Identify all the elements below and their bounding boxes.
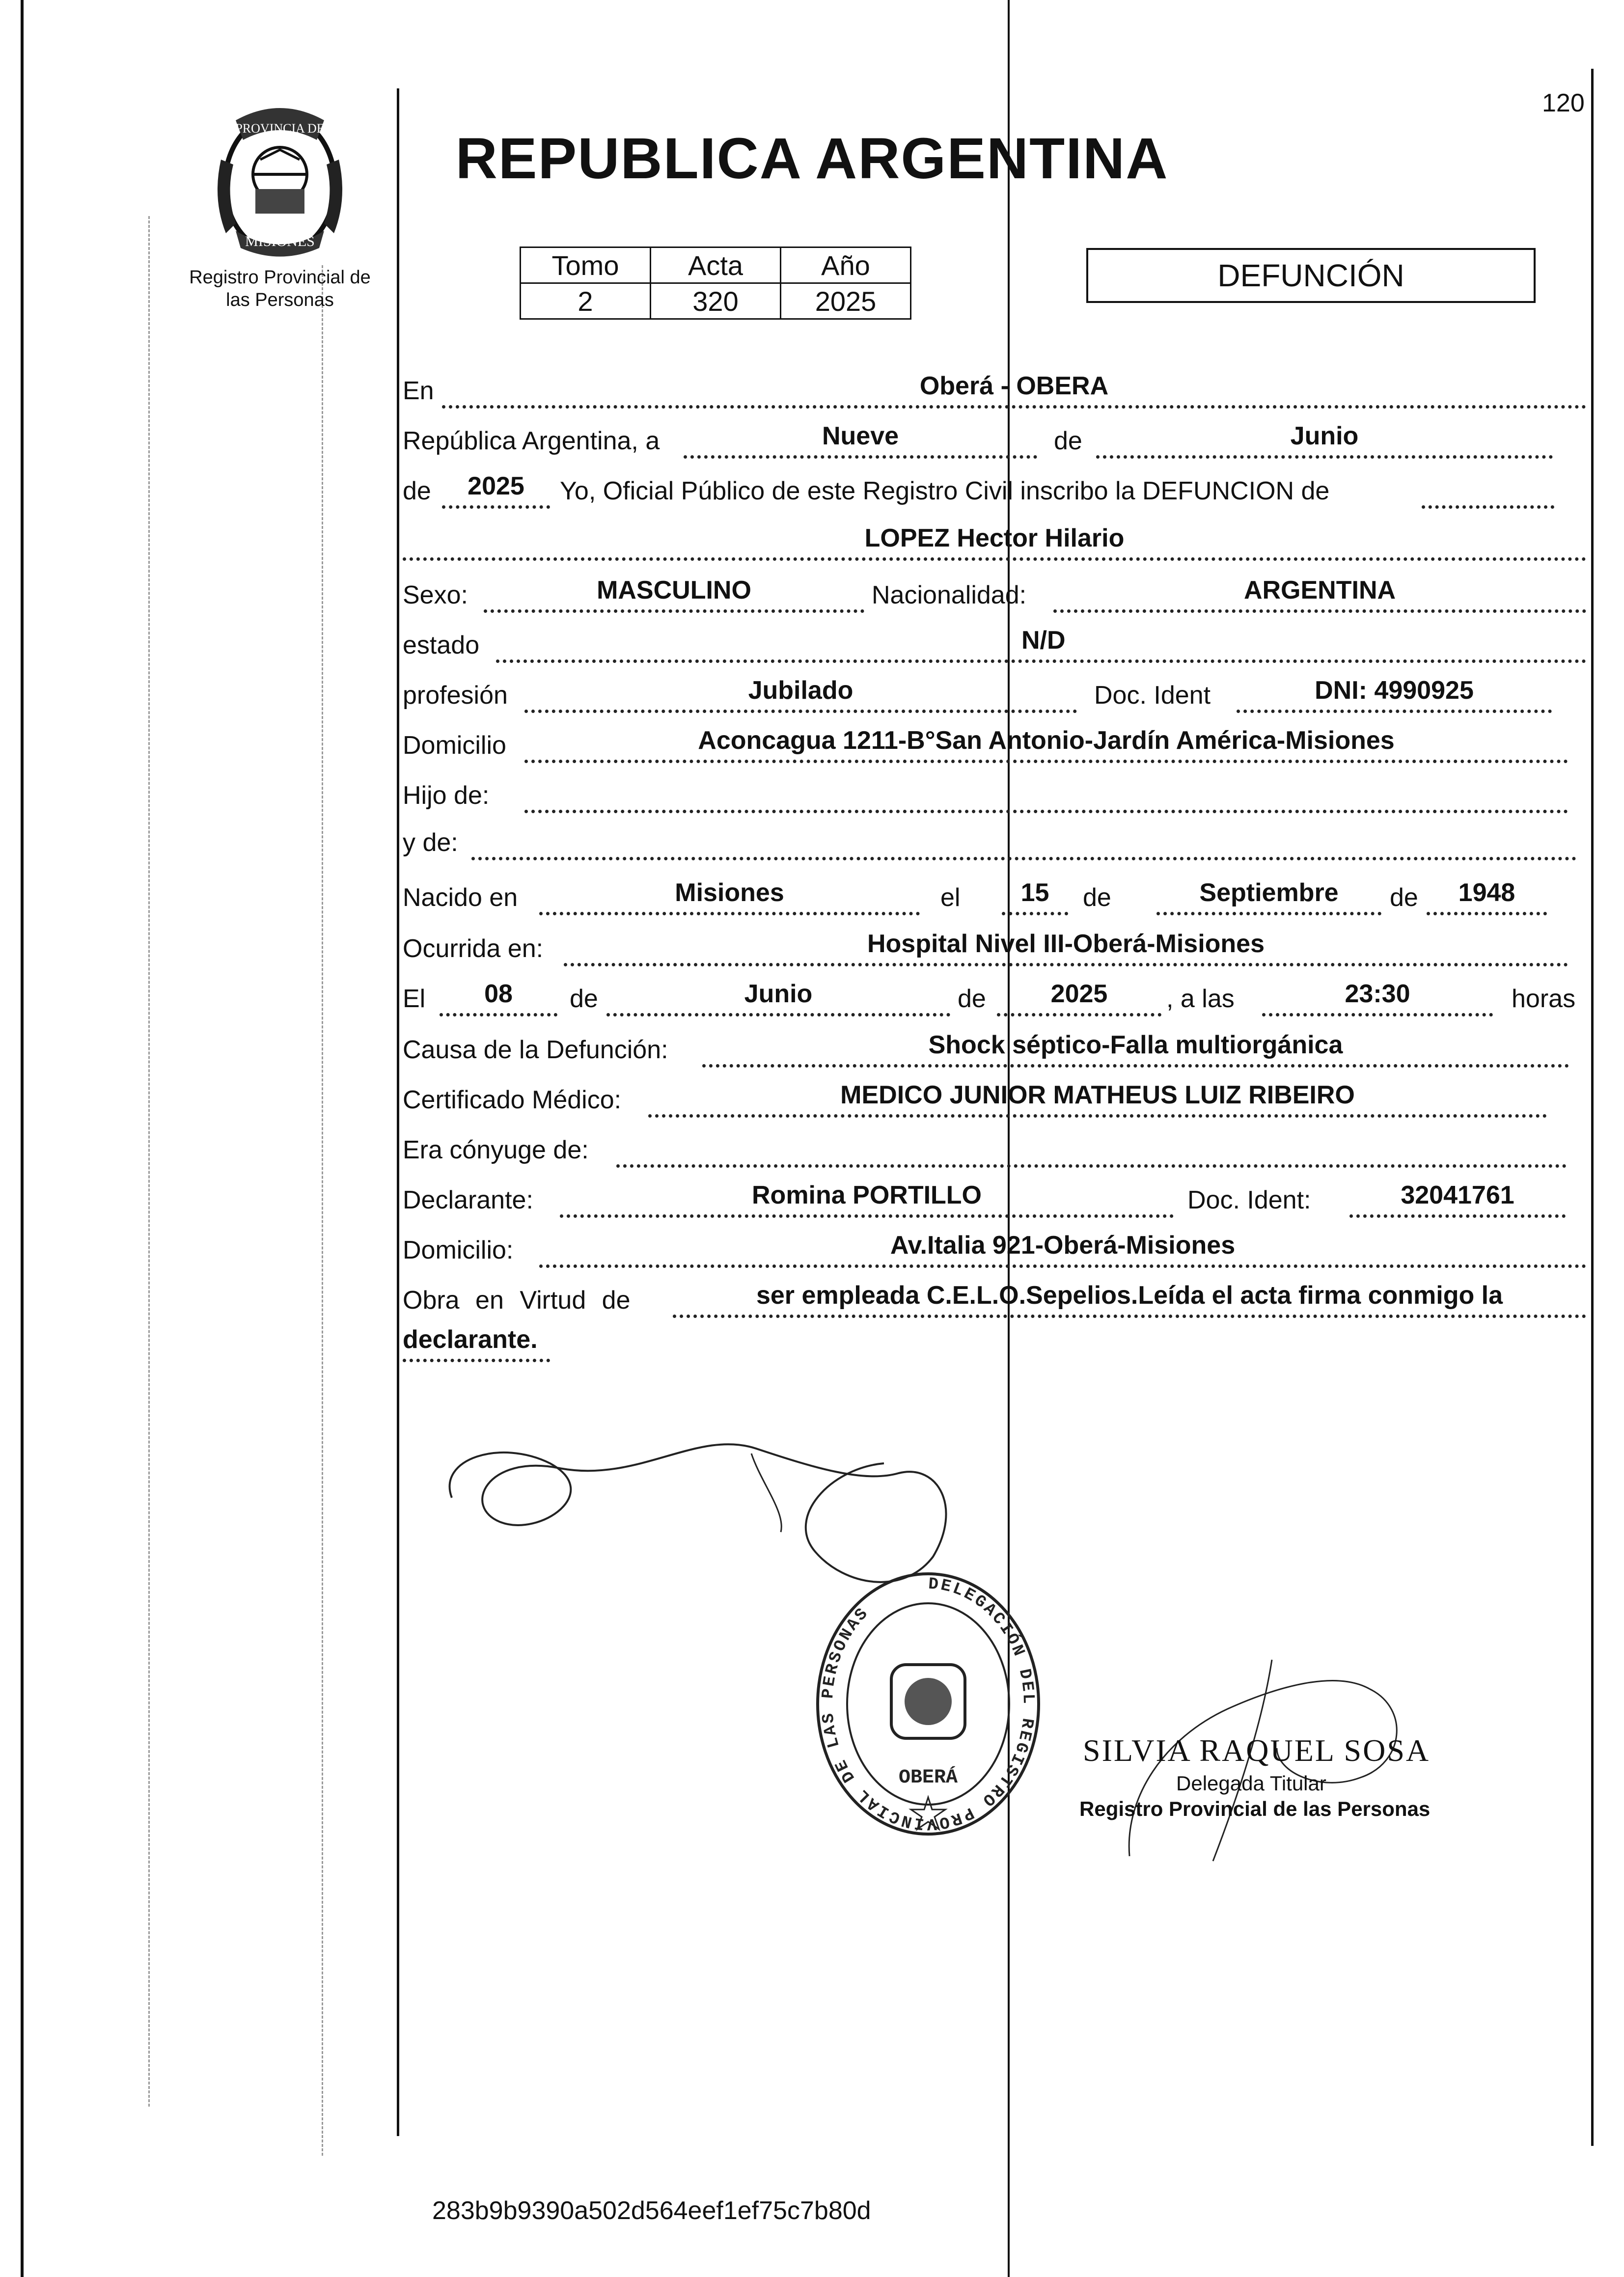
row-sex-nationality: [0, 569, 1624, 616]
nacionalidad-label: Nacionalidad:: [872, 581, 1027, 609]
row-date: [0, 414, 1624, 462]
acta-header-ano: Año: [781, 247, 911, 283]
de-label-1: de: [1054, 427, 1082, 455]
declarante-field: Romina PORTILLO: [560, 1176, 1174, 1218]
causa-label: Causa de la Defunción:: [403, 1036, 668, 1064]
deceased-name-field: LOPEZ Hector Hilario: [403, 519, 1586, 561]
nacido-label: Nacido en: [403, 883, 518, 912]
estado-field: N/D: [496, 621, 1586, 663]
obra-label: Obra en Virtud de: [403, 1286, 631, 1315]
conyuge-field: [616, 1125, 1567, 1168]
acta-header-tomo: Tomo: [521, 247, 651, 283]
doc-label: Doc. Ident: [1094, 681, 1211, 710]
row-father: [0, 769, 1624, 816]
el2-label: El: [403, 985, 426, 1013]
registry-line-1: Registro Provincial de: [189, 267, 371, 288]
el-label: el: [940, 883, 961, 912]
de-label-3: de: [1083, 883, 1111, 912]
statement-fill: [1422, 466, 1554, 509]
row-certificate: [0, 1073, 1624, 1121]
sexo-field: MASCULINO: [484, 571, 864, 613]
year-field: 2025: [442, 466, 550, 509]
row-civil-status: [0, 619, 1624, 666]
estado-label: estado: [403, 631, 480, 659]
row-grounds: [0, 1274, 1624, 1321]
horas-label: horas: [1512, 985, 1576, 1013]
acta-value-tomo: 2: [521, 283, 651, 319]
logo-top-text: PROVINCIA DE: [235, 121, 325, 136]
row-cause: [0, 1023, 1624, 1070]
death-time-field: 23:30: [1262, 974, 1493, 1016]
acta-table: [520, 247, 911, 320]
death-day-field: 08: [440, 974, 557, 1016]
de-label-2: de: [403, 477, 431, 505]
stamp-city: OBERÁ: [898, 1767, 958, 1789]
acta-header-acta: Acta: [651, 247, 781, 283]
en-label: En: [403, 377, 434, 405]
domicilio-field: Aconcagua 1211-B°San Antonio-Jardín América-Misiones: [524, 721, 1568, 763]
official-stamp: [810, 1566, 1046, 1841]
sexo-label: Sexo:: [403, 581, 468, 609]
country-title: REPUBLICA ARGENTINA: [455, 126, 1169, 191]
row-place-of-death: [0, 922, 1624, 969]
stamp-ring-text: DELEGACIÓN DEL REGISTRO PROVINCIAL DE LAS PERSONAS: [819, 1575, 1038, 1833]
month-field: Junio: [1096, 416, 1553, 459]
de-label-4: de: [1390, 883, 1418, 912]
domicilio-label: Domicilio: [403, 731, 506, 760]
causa-field: Shock séptico-Falla multiorgánica: [702, 1025, 1569, 1068]
declarante-label: Declarante:: [403, 1186, 533, 1214]
alas-label: , a las: [1166, 985, 1235, 1013]
obra-field-line2: declarante.: [403, 1320, 550, 1362]
profesion-field: Jubilado: [524, 671, 1077, 713]
domicilio2-field: Av.Italia 921-Oberá-Misiones: [539, 1226, 1586, 1268]
nacionalidad-field: ARGENTINA: [1053, 571, 1586, 613]
row-mother: [0, 816, 1624, 863]
row-declarant: [0, 1174, 1624, 1221]
death-year-field: 2025: [997, 974, 1161, 1016]
row-place: [0, 364, 1624, 412]
row-full-name: [0, 517, 1624, 564]
registry-line-2: las Personas: [226, 290, 334, 310]
signatory-name: SILVIA RAQUEL SOSA: [1083, 1733, 1431, 1768]
ocurrida-field: Hospital Nivel III-Oberá-Misiones: [564, 924, 1568, 966]
doc-field: DNI: 4990925: [1237, 671, 1552, 713]
statement-text: Yo, Oficial Público de este Registro Civil inscribo la DEFUNCION de: [560, 477, 1330, 505]
death-month-field: Junio: [606, 974, 950, 1016]
row-profession: [0, 669, 1624, 716]
birth-month-field: Septiembre: [1156, 873, 1381, 915]
row-address: [0, 719, 1624, 766]
place-field: Oberá - OBERA: [442, 366, 1586, 409]
row-spouse: [0, 1124, 1624, 1171]
nacido-field: Misiones: [539, 873, 920, 915]
row-grounds-cont: [0, 1318, 1624, 1365]
certificado-label: Certificado Médico:: [403, 1086, 622, 1114]
birth-day-field: 15: [1002, 873, 1068, 915]
record-type-box: DEFUNCIÓN: [1086, 248, 1536, 303]
de-label-6: de: [958, 985, 986, 1013]
hijo-field: [524, 771, 1568, 813]
doc2-field: 32041761: [1349, 1176, 1566, 1218]
registry-name: [169, 266, 390, 311]
domicilio2-label: Domicilio:: [403, 1236, 514, 1264]
signatory-role: Delegada Titular: [1176, 1772, 1326, 1795]
day-text-field: Nueve: [684, 416, 1037, 459]
document-hash: 283b9b9390a502d564eef1ef75c7b80d: [432, 2196, 871, 2225]
signatory-org: Registro Provincial de las Personas: [1079, 1797, 1431, 1820]
yde-label: y de:: [403, 828, 458, 857]
row-death-datetime: [0, 972, 1624, 1019]
row-statement: [0, 465, 1624, 512]
de-label-5: de: [570, 985, 598, 1013]
acta-value-acta: 320: [651, 283, 781, 319]
yde-field: [471, 818, 1576, 860]
acta-value-ano: 2025: [781, 283, 911, 319]
logo-bottom-text: MISIONES: [245, 233, 315, 249]
hijo-label: Hijo de:: [403, 781, 490, 810]
certificado-field: MEDICO JUNIOR MATHEUS LUIZ RIBEIRO: [648, 1075, 1547, 1118]
profesion-label: profesión: [403, 681, 508, 710]
page-number: 120: [1542, 89, 1585, 117]
republica-label: República Argentina, a: [403, 427, 660, 455]
conyuge-label: Era cónyuge de:: [403, 1136, 589, 1164]
obra-field-line1: ser empleada C.E.L.O.Sepelios.Leída el acta firma conmigo la: [673, 1276, 1586, 1318]
ocurrida-label: Ocurrida en:: [403, 934, 544, 963]
row-declarant-address: [0, 1224, 1624, 1271]
doc2-label: Doc. Ident:: [1187, 1186, 1311, 1214]
birth-year-field: 1948: [1427, 873, 1547, 915]
row-birth: [0, 871, 1624, 918]
